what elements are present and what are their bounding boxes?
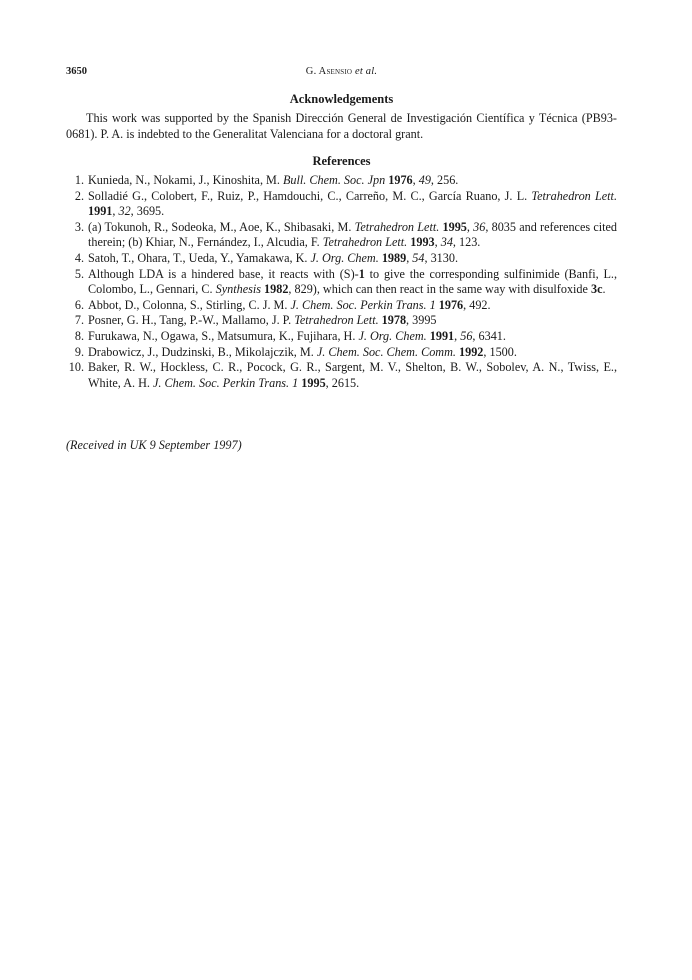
reference-number: 9. bbox=[74, 344, 84, 359]
reference-pages: , 1500. bbox=[483, 344, 517, 359]
reference-list bbox=[66, 173, 617, 391]
reference-number: 1. bbox=[74, 173, 84, 187]
running-head bbox=[66, 66, 617, 77]
reference-authors: Drabowicz, J., Dudzinski, B., Mikolajczik, M. bbox=[88, 344, 317, 359]
reference-number: 5. bbox=[74, 266, 84, 281]
reference-year: 1976 bbox=[388, 173, 413, 187]
reference-number: 10. bbox=[68, 360, 84, 375]
reference-item: 4. Satoh, T., Ohara, T., Ueda, Y., Yamakawa, K. J. Org. Chem. 1989, 54, 3130. bbox=[66, 251, 617, 267]
acknowledgements-text: This work was supported by the Spanish Dirección General de Investigación Científica y Técnica (PB93-0681). P. A. is indebted to the Generalitat Valenciana for a doctoral grant. bbox=[66, 111, 617, 141]
et-al: et al. bbox=[354, 66, 378, 77]
reference-journal: J. Org. Chem. bbox=[310, 250, 379, 265]
reference-item bbox=[66, 267, 617, 298]
page-header bbox=[66, 66, 617, 82]
reference-volume: 56 bbox=[460, 328, 473, 343]
reference-number: 3. bbox=[74, 219, 84, 234]
reference-year: 1995 bbox=[442, 219, 467, 234]
reference-number: 6. bbox=[74, 297, 84, 312]
reference-pages: , 8035 and references cited therein; (b) Khiar, N., Fernández, I., Alcudia, F. bbox=[88, 219, 618, 250]
reference-number: 7. bbox=[74, 313, 84, 328]
reference-journal: Tetrahedron Lett. bbox=[322, 235, 408, 250]
reference-number: 2. bbox=[74, 188, 84, 203]
reference-authors: Posner, G. H., Tang, P.-W., Mallamo, J. P. bbox=[88, 313, 295, 328]
reference-item bbox=[66, 298, 617, 314]
reference-number: 8. bbox=[74, 328, 84, 343]
reference-pages: , 492. bbox=[463, 297, 491, 312]
reference-year: 1982 bbox=[264, 282, 289, 297]
reference-pages: , 3130. bbox=[424, 250, 458, 265]
reference-pages: , 123. bbox=[452, 235, 481, 250]
reference-year: 1992 bbox=[459, 344, 484, 359]
reference-item: 1. Kunieda, N., Nokami, J., Kinoshita, M. Bull. Chem. Soc. Jpn 1976, 49, 256. bbox=[66, 173, 617, 189]
reference-volume: 54 bbox=[412, 250, 425, 265]
reference-year: 1976 bbox=[438, 297, 464, 312]
reference-item: 3. (a) Tokunoh, R., Sodeoka, M., Aoe, K., Shibasaki, M. Tetrahedron Lett. 1995, 36, 8035 and references cited therein; (b) Khiar, N., Fernández, I., Alcudia, F. Tetrahedron Lett. 1993, 34, 123. bbox=[66, 220, 617, 251]
reference-authors: (a) Tokunoh, R., Sodeoka, M., Aoe, K., Shibasaki, M. bbox=[88, 219, 355, 234]
reference-item bbox=[66, 360, 617, 391]
reference-authors: Abbot, D., Colonna, S., Stirling, C. J. M. bbox=[88, 297, 291, 312]
reference-year: 1991 bbox=[429, 328, 455, 343]
reference-text: to give the corresponding sulfinimide (Banfi, L., Colombo, L., Gennari, C. bbox=[88, 266, 618, 297]
reference-journal: Tetrahedron Lett. bbox=[294, 313, 379, 328]
author-initial: G. A bbox=[305, 66, 327, 77]
reference-authors: Satoh, T., Ohara, T., Ueda, Y., Yamakawa, K. bbox=[88, 250, 311, 265]
reference-pages: , 3695. bbox=[130, 204, 165, 219]
reference-pages: , 6341. bbox=[472, 328, 506, 343]
reference-item bbox=[66, 313, 617, 329]
reference-number: 4. bbox=[74, 250, 84, 265]
reference-text: Although LDA is a hindered base, it reacts with (S)- bbox=[88, 266, 359, 281]
reference-journal: J. Chem. Soc. Perkin Trans. 1 bbox=[153, 375, 299, 390]
reference-authors: Solladié G., Colobert, F., Ruiz, P., Hamdouchi, C., Carreño, M. C., García Ruano, J. L. bbox=[88, 188, 532, 203]
reference-year: 1989 bbox=[381, 250, 407, 265]
reference-year: 1993 bbox=[410, 235, 435, 250]
reference-volume: 34 bbox=[440, 235, 453, 250]
page-number: 3650 bbox=[66, 66, 87, 77]
author-surname: sensio bbox=[326, 66, 353, 77]
received-date: (Received in UK 9 September 1997) bbox=[66, 438, 242, 452]
reference-journal: J. Chem. Soc. Chem. Comm. bbox=[316, 344, 456, 359]
reference-journal: Tetrahedron Lett. bbox=[531, 188, 617, 203]
reference-journal: Synthesis bbox=[215, 282, 261, 297]
reference-item bbox=[66, 345, 617, 361]
reference-item: 2. Solladié G., Colobert, F., Ruiz, P., Hamdouchi, C., Carreño, M. C., García Ruano, J. L. Tetrahedron Lett. 1991, 32, 3695. bbox=[66, 189, 617, 220]
reference-authors: Kunieda, N., Nokami, J., Kinoshita, M. bbox=[88, 173, 283, 187]
reference-year: 1978 bbox=[381, 313, 407, 328]
references-heading: References bbox=[312, 154, 371, 168]
acknowledgements-heading: Acknowledgements bbox=[289, 92, 394, 106]
reference-pages: , 3995 bbox=[406, 313, 437, 328]
reference-text: , 829), which can then react in the same way with disulfoxide bbox=[288, 282, 591, 297]
reference-volume: 32 bbox=[118, 204, 131, 219]
reference-item: 8. Furukawa, N., Ogawa, S., Matsumura, K., Fujihara, H. J. Org. Chem. 1991, 56, 6341. bbox=[66, 329, 617, 345]
reference-text: . bbox=[602, 282, 606, 297]
reference-authors: Furukawa, N., Ogawa, S., Matsumura, K., Fujihara, H. bbox=[88, 328, 359, 343]
reference-journal: Tetrahedron Lett. bbox=[354, 219, 440, 234]
reference-volume: 36 bbox=[473, 219, 486, 234]
reference-journal: J. Org. Chem. bbox=[358, 328, 427, 343]
compound-number: 1 bbox=[358, 266, 365, 281]
reference-volume: 49 bbox=[418, 173, 431, 187]
reference-authors: Baker, R. W., Hockless, C. R., Pocock, G. R., Sargent, M. V., Shelton, B. W., Sobolev, A. N., Twiss, E., White, A. H. bbox=[88, 360, 617, 390]
compound-number: 3c bbox=[590, 282, 603, 297]
reference-journal: Bull. Chem. Soc. Jpn bbox=[282, 173, 386, 187]
reference-year: 1995 bbox=[301, 375, 326, 390]
reference-journal: J. Chem. Soc. Perkin Trans. 1 bbox=[290, 297, 436, 312]
reference-year: 1991 bbox=[88, 204, 113, 219]
reference-pages: , 2615. bbox=[325, 375, 360, 390]
reference-pages: , 256. bbox=[430, 173, 459, 187]
